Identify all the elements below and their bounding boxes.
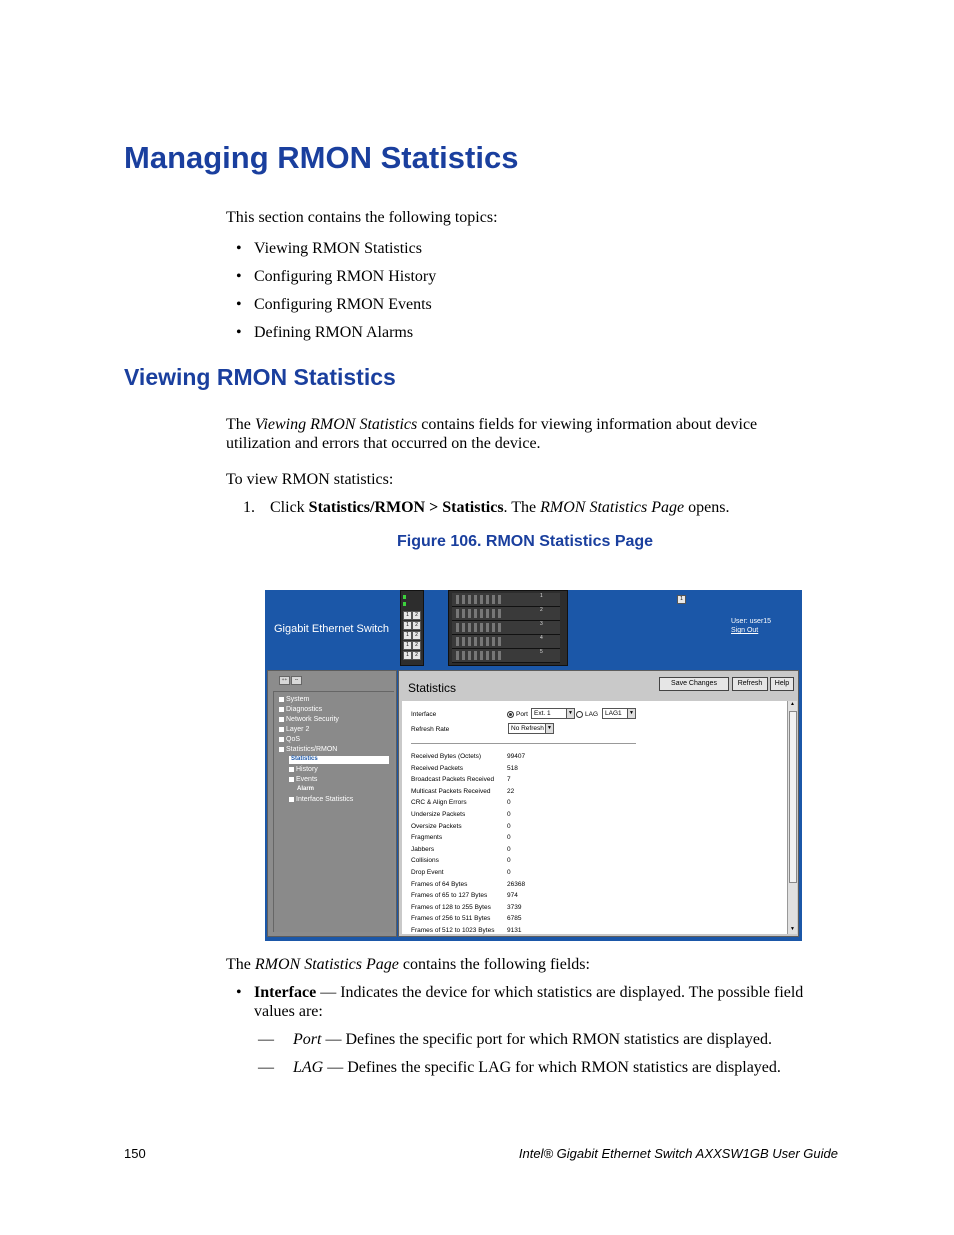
page-title: Managing RMON Statistics bbox=[124, 140, 519, 175]
stat-value: 26368 bbox=[507, 880, 526, 888]
fields-intro: The RMON Statistics Page contains the following fields: bbox=[226, 956, 590, 973]
sub-item-lag: — LAG — Defines the specific LAG for which RMON statistics are displayed. bbox=[258, 1059, 781, 1076]
chevron-down-icon: ▼ bbox=[566, 709, 574, 718]
nav-item-system[interactable]: System bbox=[279, 696, 309, 703]
stat-value: 99407 bbox=[507, 753, 526, 760]
scrollbar[interactable] bbox=[787, 701, 797, 934]
stat-label: Collisions bbox=[411, 857, 439, 865]
stat-label: Jabbers bbox=[411, 845, 435, 853]
intro-text: This section contains the following topics: bbox=[226, 209, 498, 226]
lag-select[interactable]: LAG1 ▼ bbox=[602, 708, 636, 719]
nav-item-statistics[interactable]: Statistics bbox=[291, 756, 318, 762]
port-select[interactable]: Ext. 1 ▼ bbox=[531, 708, 575, 719]
stat-value: 974 bbox=[507, 892, 518, 900]
stat-label: Frames of 512 to 1023 Bytes bbox=[411, 927, 495, 934]
step-1: 1. Click Statistics/RMON > Statistics. The RMON Statistics Page opens. bbox=[243, 499, 730, 516]
stat-value: 7 bbox=[507, 776, 511, 784]
stat-label: Undersize Packets bbox=[411, 811, 466, 818]
stat-label: Received Packets bbox=[411, 764, 464, 772]
user-info bbox=[731, 617, 771, 635]
content-title: Statistics bbox=[408, 681, 457, 695]
nav-panel bbox=[267, 670, 397, 937]
collapse-all-button[interactable]: -- bbox=[291, 676, 302, 685]
stat-label: Multicast Packets Received bbox=[411, 787, 491, 795]
port-radio[interactable]: Port bbox=[507, 711, 528, 718]
stat-value: 6785 bbox=[507, 915, 522, 923]
brand-title: Gigabit Ethernet Switch bbox=[274, 623, 389, 635]
rmon-screenshot bbox=[265, 590, 802, 941]
topic-list bbox=[236, 235, 436, 347]
stat-label: CRC & Align Errors bbox=[411, 799, 467, 807]
topic-item[interactable]: • Configuring RMON History bbox=[236, 268, 437, 285]
to-view-text: To view RMON statistics: bbox=[226, 471, 394, 488]
stat-value: 518 bbox=[507, 764, 518, 772]
stat-value: 0 bbox=[507, 811, 511, 818]
nav-item-statistics-rmon[interactable]: Statistics/RMON bbox=[279, 746, 337, 753]
user-label: User: user15 bbox=[731, 618, 772, 625]
topic-item[interactable]: • Defining RMON Alarms bbox=[236, 324, 414, 341]
stat-value: 3739 bbox=[507, 903, 522, 911]
stats-form bbox=[402, 701, 787, 934]
nav-item-layer-2[interactable]: Layer 2 bbox=[279, 726, 309, 733]
scroll-thumb[interactable] bbox=[789, 711, 797, 883]
refresh-rate-label: Refresh Rate bbox=[411, 726, 450, 733]
nav-tree bbox=[273, 691, 394, 932]
lag-radio[interactable]: LAG bbox=[576, 711, 598, 718]
stat-label: Frames of 128 to 255 Bytes bbox=[411, 903, 491, 911]
nav-item-interface-statistics[interactable]: Interface Statistics bbox=[289, 796, 353, 803]
expand-all-button[interactable]: ++ bbox=[279, 676, 290, 685]
topic-item[interactable]: • Viewing RMON Statistics bbox=[236, 240, 422, 257]
nav-item-network-security[interactable]: Network Security bbox=[279, 716, 339, 723]
scroll-down-icon[interactable]: ▼ bbox=[790, 927, 795, 932]
stat-label: Frames of 256 to 511 Bytes bbox=[411, 915, 491, 923]
help-button[interactable]: Help bbox=[770, 677, 794, 691]
nav-item-history[interactable]: History bbox=[289, 766, 318, 773]
description: The Viewing RMON Statistics contains fields for viewing information about device utilization and errors that occurred on the device. bbox=[226, 416, 758, 452]
page-number: 150 bbox=[124, 1146, 146, 1161]
radio-unselected-icon bbox=[576, 711, 583, 718]
interface-field-item: • Interface — Indicates the device for which statistics are displayed. The possible field values are: bbox=[236, 984, 804, 1020]
stat-label: Drop Event bbox=[411, 869, 444, 876]
stat-label: Oversize Packets bbox=[411, 822, 462, 830]
stat-value: 0 bbox=[507, 857, 511, 865]
stat-label: Received Bytes (Octets) bbox=[411, 753, 482, 760]
content-panel bbox=[398, 670, 799, 937]
refresh-rate-select[interactable]: No Refresh ▼ bbox=[508, 723, 554, 734]
stat-value: 22 bbox=[507, 787, 515, 795]
sign-out-link[interactable]: Sign Out bbox=[731, 627, 759, 634]
stat-label: Frames of 64 Bytes bbox=[411, 880, 468, 888]
stat-value: 0 bbox=[507, 845, 511, 853]
divider bbox=[411, 743, 636, 744]
stat-value: 0 bbox=[507, 869, 511, 876]
chassis-image: 1 2 3 4 5 1 bbox=[448, 590, 568, 666]
chevron-down-icon: ▼ bbox=[545, 724, 553, 733]
chevron-down-icon: ▼ bbox=[627, 709, 635, 718]
stat-label: Frames of 65 to 127 Bytes bbox=[411, 892, 488, 900]
interface-label: Interface bbox=[411, 711, 437, 718]
figure-caption: Figure 106. RMON Statistics Page bbox=[397, 533, 654, 550]
scroll-up-icon[interactable]: ▲ bbox=[790, 702, 795, 707]
section-heading: Viewing RMON Statistics bbox=[124, 364, 396, 390]
stat-value: 0 bbox=[507, 799, 511, 807]
stat-value: 9131 bbox=[507, 927, 522, 934]
topic-item[interactable]: • Configuring RMON Events bbox=[236, 296, 432, 313]
refresh-button[interactable]: Refresh bbox=[732, 677, 768, 691]
stat-value: 0 bbox=[507, 822, 511, 830]
sub-item-port: — Port — Defines the specific port for which RMON statistics are displayed. bbox=[258, 1031, 773, 1048]
nav-item-events[interactable]: Events bbox=[289, 776, 317, 783]
nav-item-alarm[interactable]: Alarm bbox=[297, 786, 315, 792]
stat-label: Broadcast Packets Received bbox=[411, 776, 495, 784]
save-changes-button[interactable]: Save Changes bbox=[659, 677, 729, 691]
guide-title: Intel® Gigabit Ethernet Switch AXXSW1GB User Guide bbox=[518, 1146, 838, 1161]
nav-item-diagnostics[interactable]: Diagnostics bbox=[279, 706, 322, 713]
switch-module-image: 1 2 1 2 1 2 1 2 1 2 bbox=[400, 590, 424, 666]
stat-label: Fragments bbox=[411, 834, 443, 842]
stat-value: 0 bbox=[507, 834, 511, 842]
radio-selected-icon bbox=[507, 711, 514, 718]
nav-item-qos[interactable]: QoS bbox=[279, 736, 300, 743]
